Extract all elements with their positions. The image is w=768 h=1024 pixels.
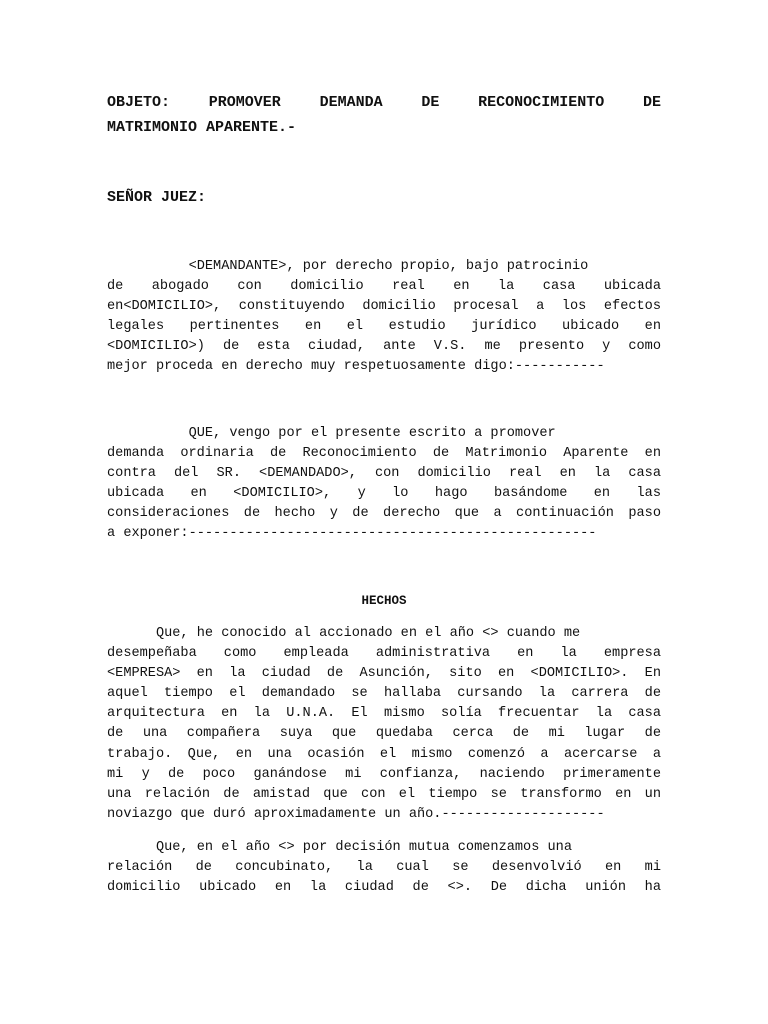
text-line: de abogado con domicilio real en la casa ubicada <box>107 279 661 295</box>
text-line: aquel tiempo el demandado se hallaba cursando la carrera de <box>107 686 661 702</box>
text-line: domicilio ubicado en la ciudad de <>. De dicha unión ha <box>107 880 661 896</box>
text-line: trabajo. Que, en una ocasión el mismo comenzó a acercarse a <box>107 746 661 762</box>
text-line: contra del SR. <DEMANDADO>, con domicilio real en la casa <box>107 466 661 482</box>
title-line: OBJETO: PROMOVER DEMANDA DE RECONOCIMIENTO DE <box>107 94 661 111</box>
text-line: mi y de poco ganándose mi confianza, naciendo primeramente <box>107 766 661 782</box>
text-line: demanda ordinaria de Reconocimiento de Matrimonio Aparente en <box>107 446 661 462</box>
title-line: MATRIMONIO APARENTE.- <box>107 119 297 136</box>
text-line: QUE, vengo por el presente escrito a promover <box>107 426 556 441</box>
text-line: <EMPRESA> en la ciudad de Asunción, sito en <DOMICILIO>. En <box>107 666 661 682</box>
text-line: Que, en el año <> por decisión mutua comenzamos una <box>107 840 572 855</box>
text-line: ubicada en <DOMICILIO>, y lo hago basándome en las <box>107 486 661 502</box>
paragraph-facts-1 <box>107 624 661 825</box>
text-line: mejor proceda en derecho muy respetuosamente digo:----------- <box>107 359 605 375</box>
paragraph-object <box>107 424 661 545</box>
text-line: <DEMANDANTE>, por derecho propio, bajo patrocinio <box>107 259 589 274</box>
text-line: consideraciones de hecho y de derecho que a continuación paso <box>107 506 661 522</box>
text-line: Que, he conocido al accionado en el año <> cuando me <box>107 626 581 641</box>
salutation: SEÑOR JUEZ: <box>107 189 207 206</box>
text-line: legales pertinentes en el estudio jurídico ubicado en <box>107 319 661 335</box>
paragraph-presentation <box>107 257 661 378</box>
paragraph-facts-2 <box>107 838 661 898</box>
section-heading-hechos: HECHOS <box>361 594 407 608</box>
text-line: <DOMICILIO>) de esta ciudad, ante V.S. me presento y como <box>107 339 661 355</box>
text-line: desempeñaba como empleada administrativa en la empresa <box>107 646 661 662</box>
text-line: relación de concubinato, la cual se desenvolvió en mi <box>107 860 661 876</box>
text-line: de una compañera suya que quedaba cerca de mi lugar de <box>107 726 661 742</box>
text-line: en<DOMICILIO>, constituyendo domicilio procesal a los efectos <box>107 299 661 315</box>
text-line: a exponer:-------------------------------------------------- <box>107 526 597 542</box>
text-line: una relación de amistad que con el tiempo se transformo en un <box>107 786 661 802</box>
text-line: noviazgo que duró aproximadamente un año.-------------------- <box>107 806 605 822</box>
document-title <box>107 90 661 140</box>
text-line: arquitectura en la U.N.A. El mismo solía frecuentar la casa <box>107 706 661 722</box>
